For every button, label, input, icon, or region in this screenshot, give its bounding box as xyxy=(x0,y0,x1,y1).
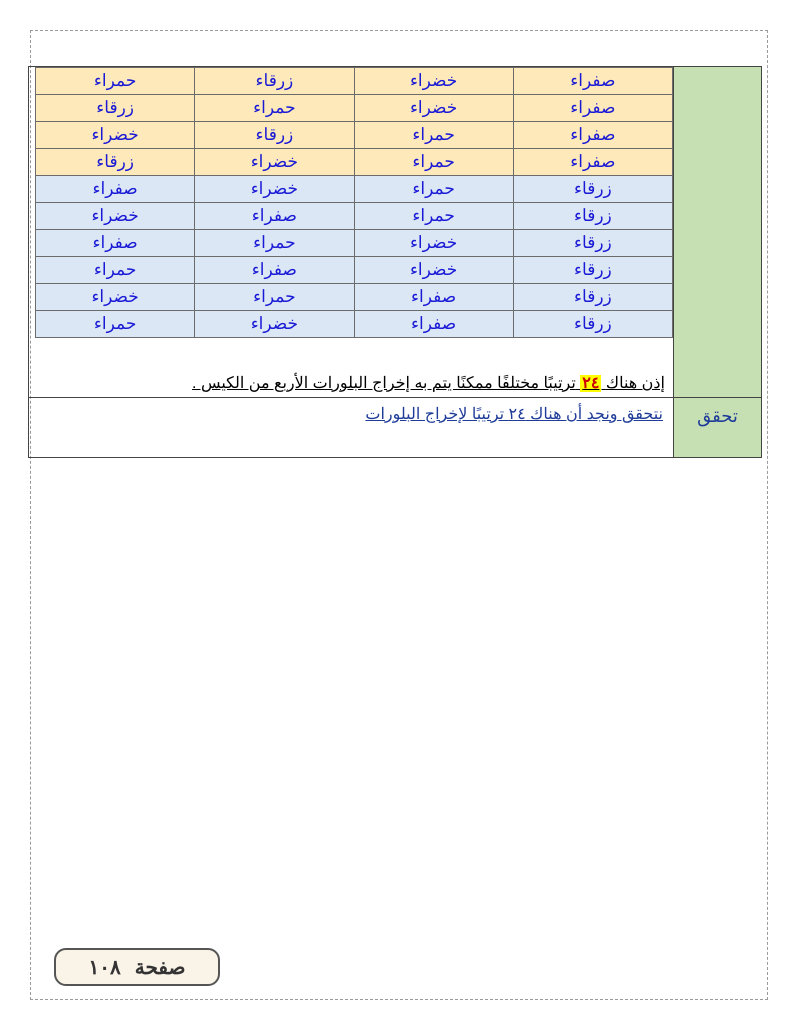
verify-row xyxy=(29,398,761,457)
page-number: ١٠٨ xyxy=(88,955,121,979)
table-row xyxy=(36,311,673,338)
table-cell: صفراء xyxy=(354,284,513,311)
conclusion-text xyxy=(192,373,665,393)
table-cell: خضراء xyxy=(36,203,195,230)
table-cell: زرقاء xyxy=(195,68,354,95)
table-cell: زرقاء xyxy=(36,95,195,122)
table-cell: حمراء xyxy=(36,257,195,284)
table-cell: حمراء xyxy=(195,284,354,311)
table-cell: خضراء xyxy=(354,95,513,122)
arrangements-row xyxy=(29,67,761,398)
table-cell: زرقاء xyxy=(513,257,672,284)
table-cell: خضراء xyxy=(36,284,195,311)
table-cell: خضراء xyxy=(195,311,354,338)
table-row xyxy=(36,68,673,95)
page-word: صفحة xyxy=(134,955,186,979)
verify-label-cell xyxy=(673,398,761,457)
table-row xyxy=(36,149,673,176)
table-cell: صفراء xyxy=(513,149,672,176)
table-cell: حمراء xyxy=(354,176,513,203)
table-row xyxy=(36,257,673,284)
table-cell: صفراء xyxy=(36,176,195,203)
verify-text: نتحقق ونجد أن هناك ٢٤ ترتيبًا لإخراج البلورات xyxy=(365,406,663,423)
section-label-cell xyxy=(673,67,761,397)
table-cell: حمراء xyxy=(354,203,513,230)
table-cell: حمراء xyxy=(36,311,195,338)
table-row xyxy=(36,284,673,311)
table-cell: صفراء xyxy=(195,257,354,284)
table-cell: خضراء xyxy=(354,230,513,257)
verify-label: تحقق xyxy=(697,406,738,426)
conclusion-after: ترتيبًا مختلفًا ممكنًا يتم به إخراج البلورات الأربع من الكيس . xyxy=(192,375,576,392)
table-cell: زرقاء xyxy=(195,122,354,149)
arrangements-table xyxy=(35,67,673,338)
table-cell: زرقاء xyxy=(513,203,672,230)
table-cell: صفراء xyxy=(36,230,195,257)
table-cell: صفراء xyxy=(513,95,672,122)
arrangements-content xyxy=(29,67,673,397)
table-row xyxy=(36,176,673,203)
table-cell: صفراء xyxy=(195,203,354,230)
table-cell: حمراء xyxy=(195,230,354,257)
table-row xyxy=(36,203,673,230)
table-cell: صفراء xyxy=(513,68,672,95)
table-cell: زرقاء xyxy=(513,284,672,311)
table-cell: زرقاء xyxy=(36,149,195,176)
table-row xyxy=(36,230,673,257)
table-cell: خضراء xyxy=(354,257,513,284)
table-cell: خضراء xyxy=(195,176,354,203)
table-cell: صفراء xyxy=(354,311,513,338)
conclusion-before: إذن هناك xyxy=(605,375,665,392)
table-cell: حمراء xyxy=(354,122,513,149)
table-cell: زرقاء xyxy=(513,176,672,203)
table-cell: حمراء xyxy=(195,95,354,122)
table-cell: زرقاء xyxy=(513,311,672,338)
table-row xyxy=(36,95,673,122)
solution-table xyxy=(28,66,762,458)
table-cell: خضراء xyxy=(354,68,513,95)
table-cell: خضراء xyxy=(195,149,354,176)
table-cell: خضراء xyxy=(36,122,195,149)
table-row xyxy=(36,122,673,149)
conclusion-number: ٢٤ xyxy=(582,375,600,392)
table-cell: زرقاء xyxy=(513,230,672,257)
table-cell: حمراء xyxy=(36,68,195,95)
table-cell: حمراء xyxy=(354,149,513,176)
verify-content xyxy=(29,398,673,457)
table-cell: صفراء xyxy=(513,122,672,149)
page-number-badge xyxy=(54,948,220,986)
